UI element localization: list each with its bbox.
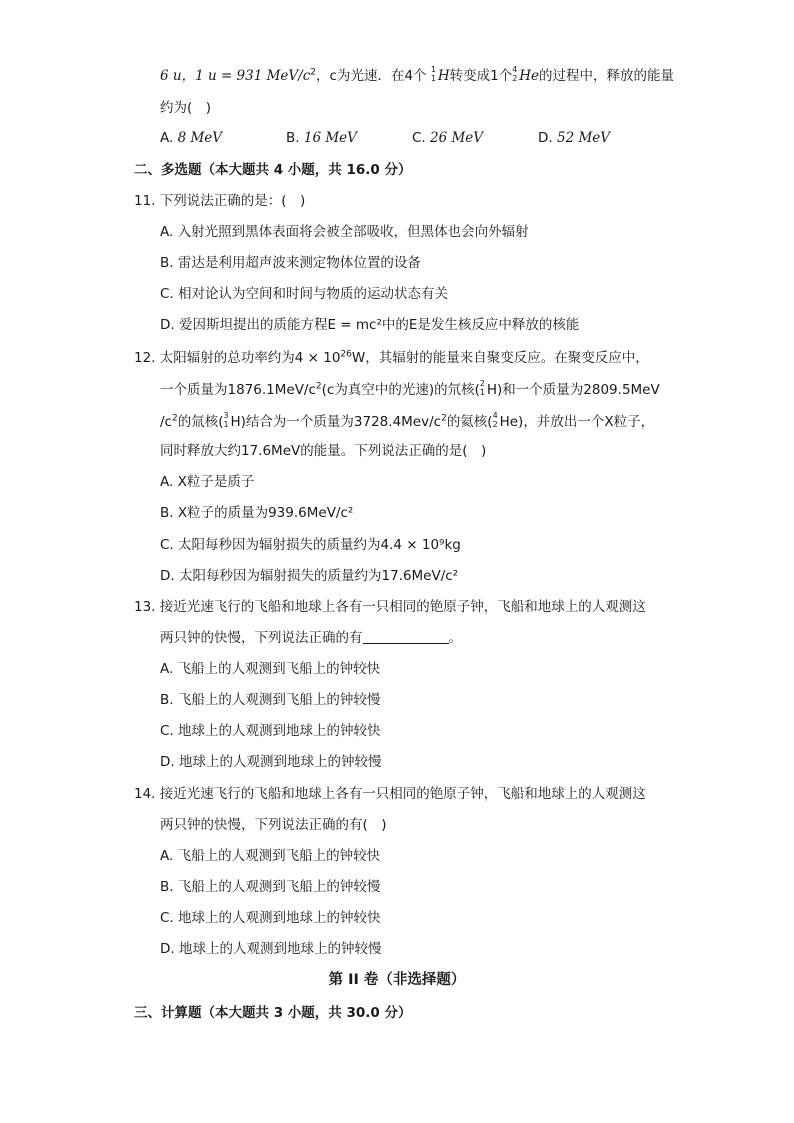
isotope-prefix: 1 1	[430, 65, 436, 83]
q10-option-c: C. 26 MeV	[412, 130, 484, 146]
q12-option-d: D. 太阳每秒因为辐射损失的质量约为17.6MeV/c²	[160, 568, 459, 584]
q14-stem-line1: 14. 接近光速飞行的飞船和地球上各有一只相同的铯原子钟，飞船和地球上的人观测这	[134, 786, 646, 802]
q12-stem-line2: 一个质量为$1876.1MeV/c^2(c$为真空中的光速)的氘核( 2 1 H)和一个质量为2809.5MeV	[160, 379, 660, 398]
q10-line2: 约为( )	[160, 100, 212, 116]
q10-iso1: H	[437, 68, 450, 84]
q13-option-c: C. 地球上的人观测到地球上的钟较快	[160, 723, 381, 739]
q11-option-c: C. 相对论认为空间和时间与物质的运动状态有关	[160, 286, 449, 302]
q10-option-a: A. 8 MeV	[160, 130, 223, 146]
q10-post: 的过程中，释放的能量	[538, 68, 674, 84]
answer-blank[interactable]	[363, 629, 449, 644]
q14-option-d: D. 地球上的人观测到地球上的钟较慢	[160, 941, 382, 957]
q13-option-b: B. 飞船上的人观测到飞船上的钟较慢	[160, 692, 381, 708]
part-two-title: 第 II 卷（非选择题）	[328, 972, 466, 988]
q10-line1-pre: 6 u，1 u = 931 MeV/c	[160, 68, 311, 84]
q12-option-c: C. 太阳每秒因为辐射损失的质量约为4.4 × 10⁹kg	[160, 537, 461, 553]
q12-option-b: B. X粒子的质量为939.6MeV/c²	[160, 505, 354, 521]
section-title-calculation: 三、计算题（本大题共 3 小题，共 30.0 分）	[134, 1005, 412, 1021]
q11-option-b: B. 雷达是利用超声波来测定物体位置的设备	[160, 255, 421, 271]
q14-option-c: C. 地球上的人观测到地球上的钟较快	[160, 910, 381, 926]
q11-option-a: A. 入射光照到黑体表面将会被全部吸收，但黑体也会向外辐射	[160, 224, 529, 240]
q13-stem-line1: 13. 接近光速飞行的飞船和地球上各有一只相同的铯原子钟，飞船和地球上的人观测这	[134, 599, 646, 615]
q11-stem: 11. 下列说法正确的是：( )	[134, 193, 306, 209]
q14-option-b: B. 飞船上的人观测到飞船上的钟较慢	[160, 879, 381, 895]
q13-stem-line2: 两只钟的快慢，下列说法正确的有 。	[160, 630, 462, 646]
q10-iso2: He	[519, 68, 539, 84]
isotope-prefix: 4 2	[512, 65, 518, 83]
q10-option-b: B. 16 MeV	[286, 130, 357, 146]
q10-mid: 转变成1个	[449, 68, 513, 84]
q12-stem-line3: $/c^2$的氚核( 3 1 H)结合为一个质量为$3728.4Mev/c^2$的氦核( 4 2 He)，并放出一个X粒子，	[160, 411, 655, 430]
q12-option-a: A. X粒子是质子	[160, 474, 255, 490]
q10-line1: 6 u，1 u = 931 MeV/$c^2$，c为光速．在4个 1 1 H转变成1个 4 2 He的过程中，释放的能量	[160, 65, 674, 84]
q11-option-d: D. 爱因斯坦提出的质能方程E = mc²中的E是发生核反应中释放的核能	[160, 317, 580, 333]
q12-stem-line1: 12. 太阳辐射的总功率约为$4 \times 10^{26}W$，其辐射的能量来自聚变反应。在聚变反应中，	[134, 349, 649, 366]
q13-option-d: D. 地球上的人观测到地球上的钟较慢	[160, 754, 382, 770]
q10-line1-note: ，c为光速．在4个	[316, 68, 427, 84]
isotope-prefix: 4 2	[492, 411, 498, 429]
isotope-prefix: 2 1	[479, 379, 485, 397]
isotope-prefix: 3 1	[223, 411, 229, 429]
section-title-multiple-choice: 二、多选题（本大题共 4 小题，共 16.0 分）	[134, 162, 412, 178]
q13-option-a: A. 飞船上的人观测到飞船上的钟较快	[160, 661, 381, 677]
q10-option-d: D. 52 MeV	[538, 130, 611, 146]
q14-option-a: A. 飞船上的人观测到飞船上的钟较快	[160, 848, 381, 864]
q14-stem-line2: 两只钟的快慢，下列说法正确的有( )	[160, 817, 387, 833]
q12-stem-line4: 同时释放大约17.6MeV的能量。下列说法正确的是( )	[160, 443, 487, 459]
